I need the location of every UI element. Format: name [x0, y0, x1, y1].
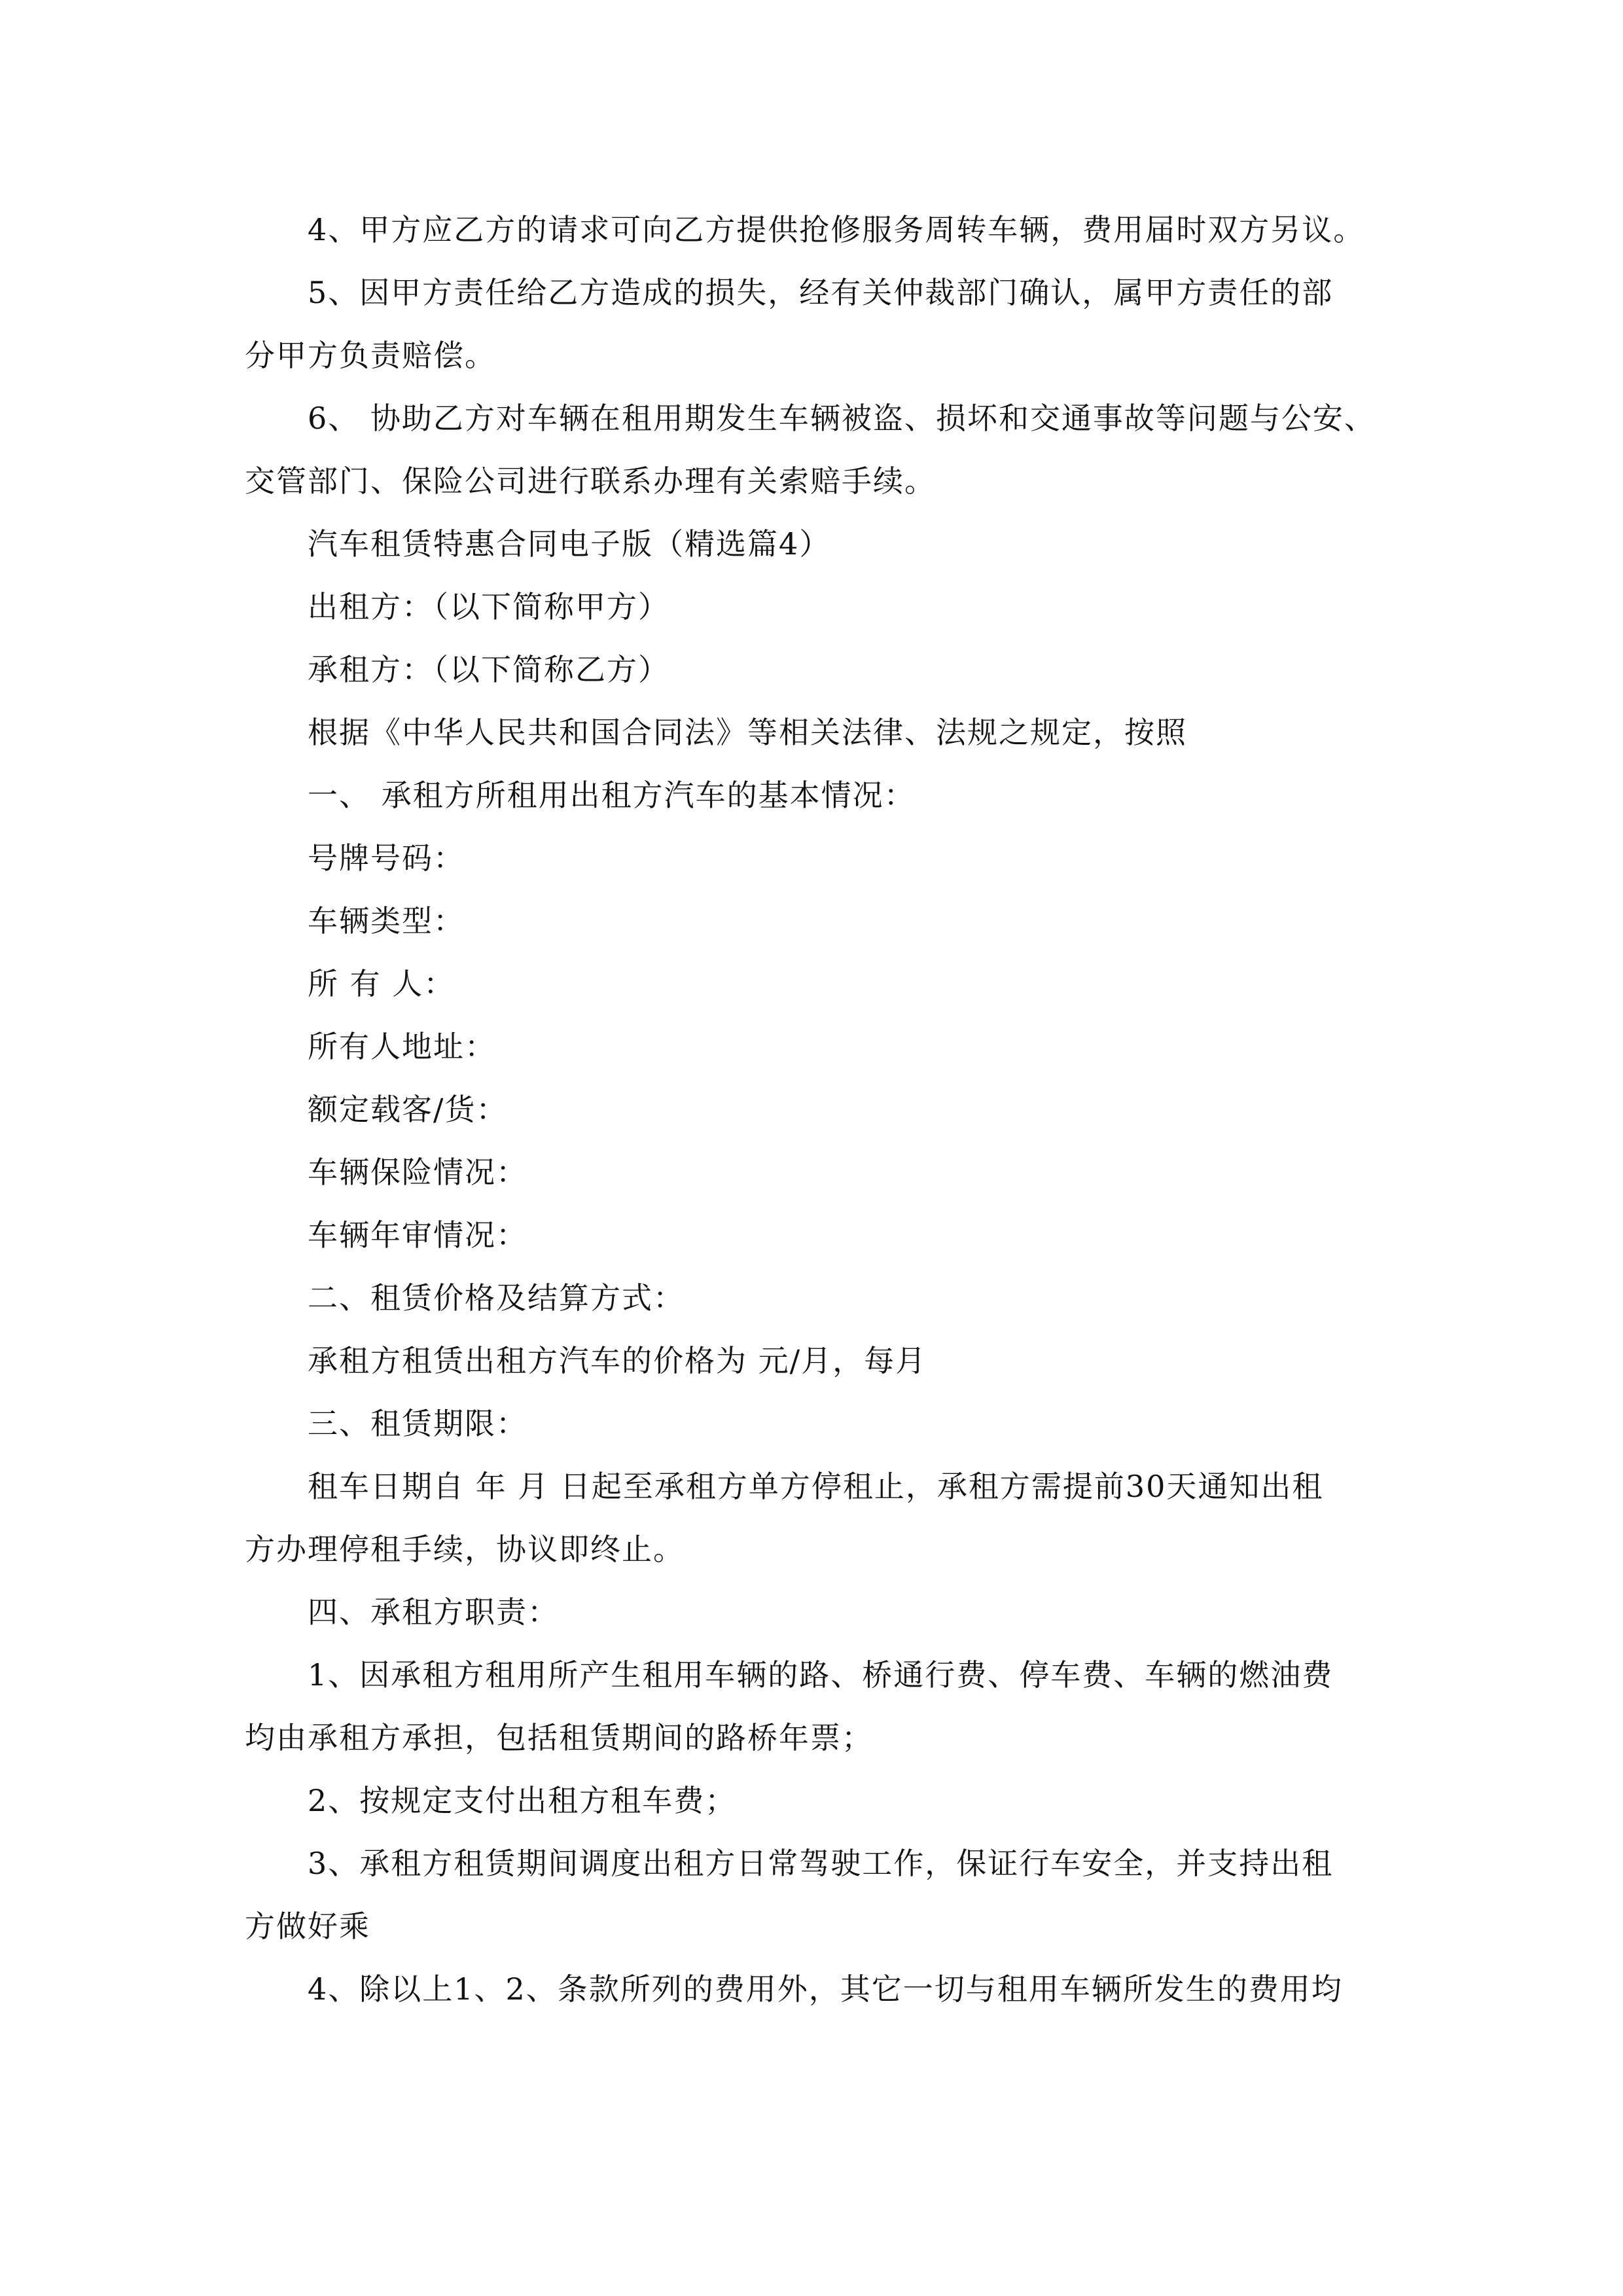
paragraph-line-4: 6、 协助乙方对车辆在租用期发生车辆被盗、损坏和交通事故等问题与公安、	[308, 401, 1376, 436]
clause-heading-2: 二、租赁价格及结算方式：	[308, 1280, 685, 1316]
clause-heading-1: 一、 承租方所租用出租方汽车的基本情况：	[308, 778, 916, 813]
section-title: 汽车租赁特惠合同电子版（精选篇4）	[308, 526, 831, 562]
duty-2-line: 2、按规定支付出租方租车费；	[308, 1783, 737, 1818]
paragraph-line-2: 5、因甲方责任给乙方造成的损失，经有关仲裁部门确认，属甲方责任的部	[308, 275, 1334, 310]
field-vehicle-type: 车辆类型：	[308, 903, 465, 939]
duty-4-line: 4、除以上1、2、条款所列的费用外，其它一切与租用车辆所发生的费用均	[308, 1971, 1343, 2007]
term-line-1: 租车日期自 年 月 日起至承租方单方停租止，承租方需提前30天通知出租	[308, 1469, 1324, 1504]
field-plate-number: 号牌号码：	[308, 840, 465, 876]
paragraph-line-5: 交管部门、保险公司进行联系办理有关索赔手续。	[245, 463, 936, 499]
duty-1-line-1: 1、因承租方租用所产生租用车辆的路、桥通行费、停车费、车辆的燃油费	[308, 1657, 1334, 1693]
paragraph-line-1: 4、甲方应乙方的请求可向乙方提供抢修服务周转车辆，费用届时双方另议。	[308, 212, 1365, 247]
clause-heading-4: 四、承租方职责：	[308, 1594, 559, 1630]
price-line: 承租方租赁出租方汽车的价格为 元/月，每月	[308, 1343, 927, 1378]
field-owner: 所 有 人：	[308, 966, 455, 1001]
duty-3-line-2: 方做好乘	[245, 1909, 370, 1944]
lessor-line: 出租方：（以下简称甲方）	[308, 589, 669, 624]
field-insurance: 车辆保险情况：	[308, 1155, 527, 1190]
preamble-line: 根据《中华人民共和国合同法》等相关法律、法规之规定，按照	[308, 715, 1187, 750]
clause-heading-3: 三、租赁期限：	[308, 1406, 527, 1441]
duty-1-line-2: 均由承租方承担，包括租赁期间的路桥年票；	[245, 1720, 873, 1755]
lessee-line: 承租方：（以下简称乙方）	[308, 652, 669, 687]
field-owner-address: 所有人地址：	[308, 1029, 496, 1064]
field-rated-load: 额定载客/货：	[308, 1092, 508, 1127]
term-line-2: 方办理停租手续，协议即终止。	[245, 1532, 685, 1567]
paragraph-line-3: 分甲方负责赔偿。	[245, 338, 496, 373]
field-annual-inspection: 车辆年审情况：	[308, 1217, 527, 1253]
duty-3-line-1: 3、承租方租赁期间调度出租方日常驾驶工作，保证行车安全，并支持出租	[308, 1846, 1334, 1881]
